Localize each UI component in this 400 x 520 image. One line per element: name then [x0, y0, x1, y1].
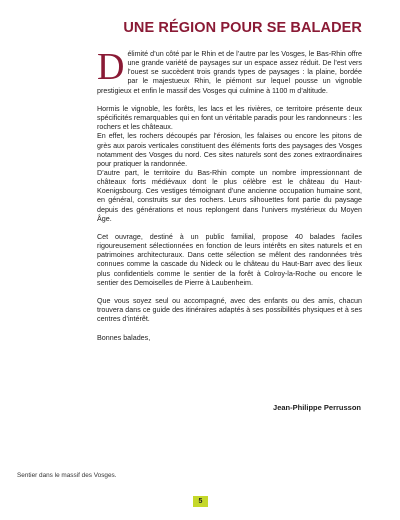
page-number: 5	[193, 496, 208, 507]
page-title: UNE RÉGION POUR SE BALADER	[123, 20, 362, 36]
photo-caption: Sentier dans le massif des Vosges.	[17, 472, 117, 479]
paragraph: Cet ouvrage, destiné à un public familial, propose 40 balades faciles rigoureusement sélectionnées en fonction de leurs intérêts en sites naturels et en patrimoines architecturaux. Dans cette sélection se mêlent des randonnées très connues comme la cascade du Nideck ou le château du Haut-Barr avec des lieux plus confidentiels comme le sentier de la forêt à Colroy-la-Roche ou encore le sentier des Demoiselles de Pierre à Laubenheim.	[97, 233, 362, 287]
closing-line: Bonnes balades,	[97, 333, 151, 342]
author-signature: Jean-Philippe Perrusson	[273, 403, 361, 412]
paragraph	[97, 46, 362, 96]
paragraph: En effet, les rochers découpés par l’érosion, les falaises ou encore les pitons de grès aux parois verticales constituent des éléments forts des paysages des Vosges notamment des Vosges du nord. Ces sites naturels sont des zones extraordinaires pour pratiquer la randonnée.	[97, 132, 362, 168]
paragraph: D’autre part, le territoire du Bas-Rhin compte un nombre impressionnant de châteaux forts médiévaux dont le plus célèbre est le château du Haut-Koenigsbourg. Ces vestiges témoignant d’une ancienne occupation humaine sont, en général, construits sur des rochers. Leurs silhouettes font partie du paysage depuis des générations et nous replongent dans l’univers mystérieux du Moyen Âge.	[97, 168, 362, 223]
body-text	[97, 46, 362, 343]
paragraph: Que vous soyez seul ou accompagné, avec des enfants ou des amis, chacun trouvera dans ce guide des itinéraires adaptés à ses possibilités physiques et à ses centres d’intérêt.	[97, 297, 362, 324]
drop-cap: D	[97, 46, 125, 88]
paragraph-text: élimité d’un côté par le Rhin et de l’autre par les Vosges, le Bas-Rhin offre une grande variété de paysages sur un espace assez réduit. De l’est vers l’ouest se succèdent trois grands types de paysages : la plaine, bordée par le majestueux Rhin, le piémont sur lequel pousse un vignoble prestigieux et enfin le massif des Vosges qui culmine à 1100 m d’altitude.	[97, 50, 362, 95]
paragraph: Hormis le vignoble, les forêts, les lacs et les rivières, ce territoire présente deux spécificités remarquables qui en font un véritable paradis pour les randonneurs : les rochers et les châteaux.	[97, 104, 362, 132]
